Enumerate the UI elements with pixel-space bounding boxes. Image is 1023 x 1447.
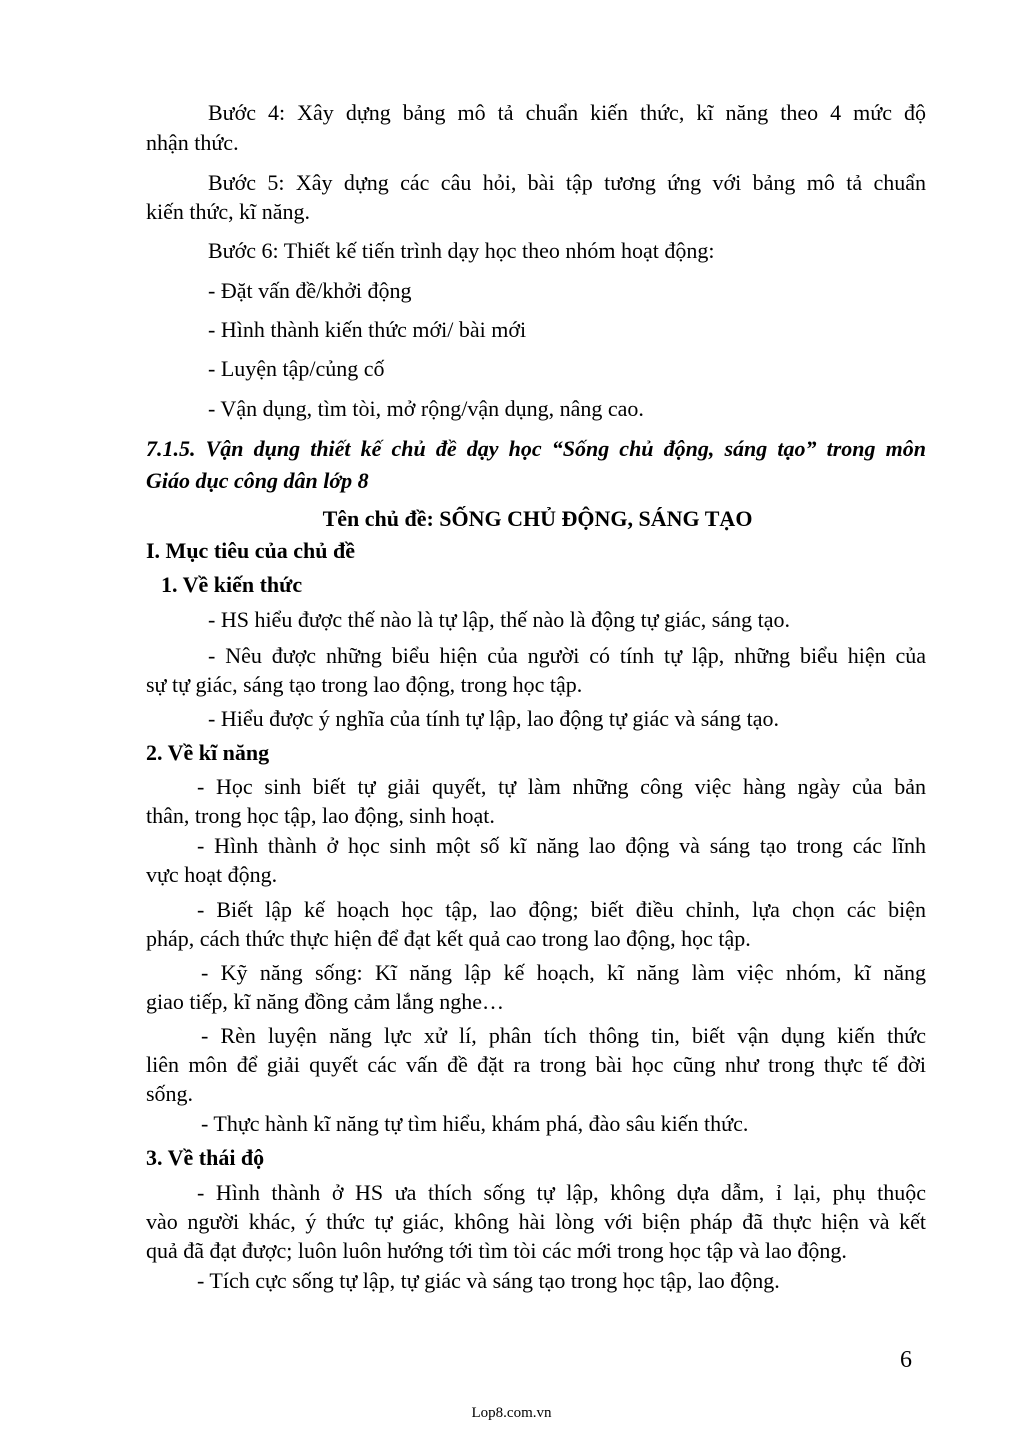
skills-item-4-line-1: - Kỹ năng sống: Kĩ năng lập kế hoạch, kĩ năng làm việc nhóm, kĩ năng xyxy=(201,960,926,985)
step-4-line-2: nhận thức. xyxy=(146,130,239,155)
skills-item-5-line-3: sống. xyxy=(146,1081,194,1106)
objectives-heading: I. Mục tiêu của chủ đề xyxy=(146,538,355,563)
attitude-item-1-line-2: vào người khác, ý thức tự giác, không hài lòng với biện pháp đã thực hiện và kết xyxy=(146,1209,926,1234)
knowledge-item-2-line-1: - Nêu được những biểu hiện của người có tính tự lập, những biểu hiện của xyxy=(208,643,926,668)
skills-item-5-line-2: liên môn để giải quyết các vấn đề đặt ra trong bài học cũng như trong thực tế đời xyxy=(146,1052,926,1077)
skills-heading: 2. Về kĩ năng xyxy=(146,740,270,765)
step-4-line-1: Bước 4: Xây dựng bảng mô tả chuẩn kiến thức, kĩ năng theo 4 mức độ xyxy=(208,100,926,125)
page-number: 6 xyxy=(900,1347,912,1373)
knowledge-heading: 1. Về kiến thức xyxy=(161,572,303,597)
skills-item-2-line-1: - Hình thành ở học sinh một số kĩ năng lao động và sáng tạo trong các lĩnh xyxy=(197,833,926,858)
section-heading-line-2: Giáo dục công dân lớp 8 xyxy=(146,468,369,493)
skills-item-1-line-1: - Học sinh biết tự giải quyết, tự làm những công việc hàng ngày của bản xyxy=(197,774,926,799)
skills-item-4-line-2: giao tiếp, kĩ năng đồng cảm lắng nghe… xyxy=(146,989,505,1014)
activity-item-3: - Luyện tập/củng cố xyxy=(208,356,385,381)
attitude-heading: 3. Về thái độ xyxy=(146,1145,265,1170)
attitude-item-1-line-1: - Hình thành ở HS ưa thích sống tự lập, không dựa dẫm, ỉ lại, phụ thuộc xyxy=(197,1180,926,1205)
activity-item-4: - Vận dụng, tìm tòi, mở rộng/vận dụng, nâng cao. xyxy=(208,396,644,421)
section-heading-line-1: 7.1.5. Vận dụng thiết kế chủ đề dạy học “Sống chủ động, sáng tạo” trong môn xyxy=(146,436,926,461)
step-6-line: Bước 6: Thiết kế tiến trình dạy học theo nhóm hoạt động: xyxy=(208,238,715,263)
skills-item-3-line-2: pháp, cách thức thực hiện để đạt kết quả cao trong lao động, học tập. xyxy=(146,926,751,951)
skills-item-1-line-2: thân, trong học tập, lao động, sinh hoạt. xyxy=(146,803,495,828)
activity-item-2: - Hình thành kiến thức mới/ bài mới xyxy=(208,317,527,342)
attitude-item-2: - Tích cực sống tự lập, tự giác và sáng tạo trong học tập, lao động. xyxy=(197,1268,780,1293)
skills-item-6: - Thực hành kĩ năng tự tìm hiểu, khám phá, đào sâu kiến thức. xyxy=(201,1111,749,1136)
footer-site: Lop8.com.vn xyxy=(471,1405,552,1421)
step-5-line-1: Bước 5: Xây dựng các câu hỏi, bài tập tương ứng với bảng mô tả chuẩn xyxy=(208,170,926,195)
activity-item-1: - Đặt vấn đề/khởi động xyxy=(208,278,412,303)
skills-item-3-line-1: - Biết lập kế hoạch học tập, lao động; biết điều chỉnh, lựa chọn các biện xyxy=(197,897,926,922)
skills-item-5-line-1: - Rèn luyện năng lực xử lí, phân tích thông tin, biết vận dụng kiến thức xyxy=(201,1023,926,1048)
topic-title: Tên chủ đề: SỐNG CHỦ ĐỘNG, SÁNG TẠO xyxy=(322,506,753,531)
knowledge-item-3: - Hiểu được ý nghĩa của tính tự lập, lao động tự giác và sáng tạo. xyxy=(208,706,779,731)
step-5-line-2: kiến thức, kĩ năng. xyxy=(146,199,311,224)
knowledge-item-1: - HS hiểu được thế nào là tự lập, thế nào là động tự giác, sáng tạo. xyxy=(208,607,790,632)
skills-item-2-line-2: vực hoạt động. xyxy=(146,862,278,887)
knowledge-item-2-line-2: sự tự giác, sáng tạo trong lao động, trong học tập. xyxy=(146,672,583,697)
attitude-item-1-line-3: quả đã đạt được; luôn luôn hướng tới tìm tòi các mới trong học tập và lao động. xyxy=(146,1238,847,1263)
